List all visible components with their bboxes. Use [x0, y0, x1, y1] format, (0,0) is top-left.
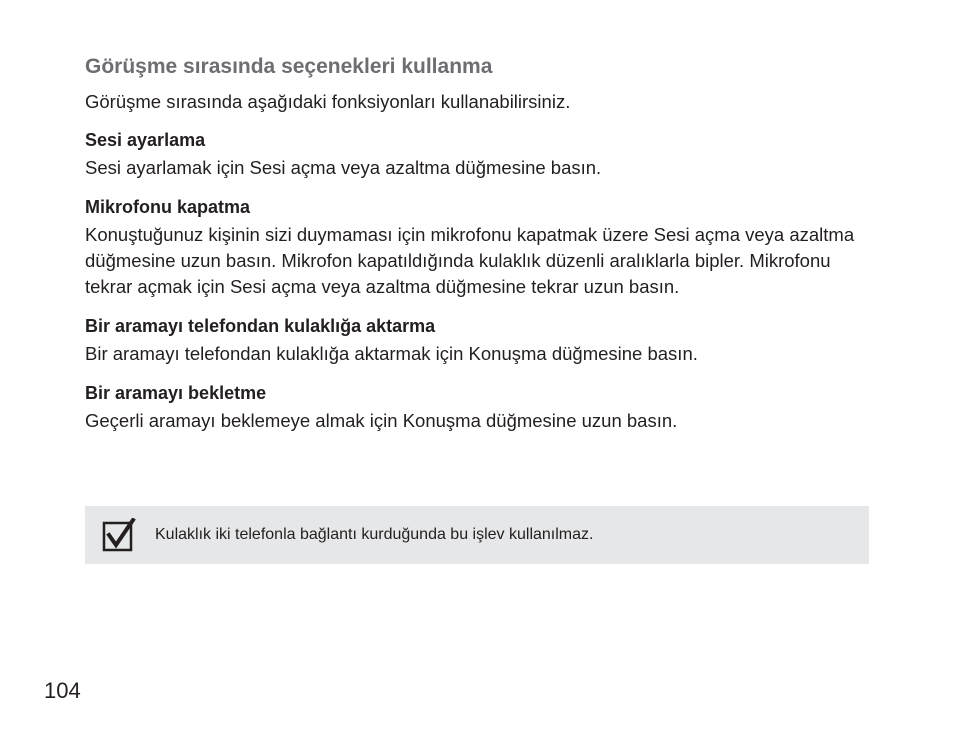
- section-heading-hold: Bir aramayı bekletme: [85, 383, 267, 403]
- note-box: [85, 506, 869, 564]
- section-heading-transfer: Bir aramayı telefondan kulaklığa aktarma: [85, 316, 436, 336]
- section-heading-volume: Sesi ayarlama: [85, 130, 206, 150]
- note-text: Kulaklık iki telefonla bağlantı kurduğunda bu işlev kullanılmaz.: [155, 526, 594, 543]
- page-number: 104: [44, 678, 81, 703]
- section-body-hold: Geçerli aramayı beklemeye almak için Konuşma düğmesine uzun basın.: [85, 410, 678, 431]
- page-title: Görüşme sırasında seçenekleri kullanma: [85, 55, 493, 78]
- section-heading-mute: Mikrofonu kapatma: [85, 197, 251, 217]
- checkmark-box-icon: [102, 518, 136, 552]
- page-content: [85, 54, 875, 448]
- section-body-mute: Konuştuğunuz kişinin sizi duymaması için mikrofonu kapatmak üzere Sesi açma veya azaltma düğmesine uzun basın. Mikrofon kapatıldığında kulaklık düzenli aralıklarla bipler. Mikrofonu tekrar açmak için Sesi açma veya azaltma düğmesine tekrar uzun basın.: [85, 224, 855, 297]
- section-body-volume: Sesi ayarlamak için Sesi açma veya azaltma düğmesine basın.: [85, 157, 602, 178]
- intro-text: Görüşme sırasında aşağıdaki fonksiyonları kullanabilirsiniz.: [85, 91, 571, 112]
- section-body-transfer: Bir aramayı telefondan kulaklığa aktarmak için Konuşma düğmesine basın.: [85, 343, 698, 364]
